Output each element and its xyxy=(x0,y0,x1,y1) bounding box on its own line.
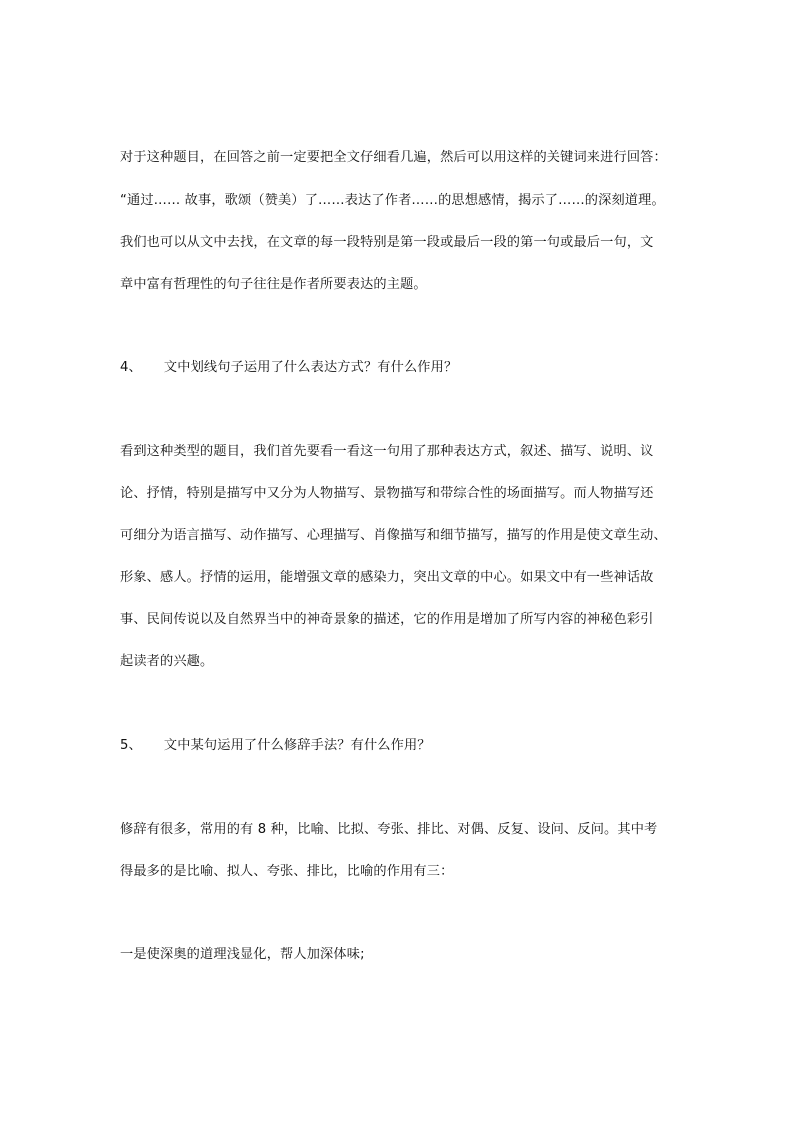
text-line: 一是使深奥的道理浅显化，帮人加深体味; xyxy=(120,947,365,962)
text-line: 形象、感人。抒情的运用，能增强文章的感染力，突出文章的中心。如果文中有一些神话故 xyxy=(120,570,654,585)
text-line: 论、抒情，特别是描写中又分为人物描写、景物描写和带综合性的场面描写。而人物描写还 xyxy=(120,486,654,501)
text-line: 事、民间传说以及自然界当中的神奇景象的描述，它的作用是增加了所写内容的神秘色彩引 xyxy=(120,612,654,627)
text-line: 我们也可以从文中去找，在文章的每一段特别是第一段或最后一段的第一句或最后一句，文 xyxy=(120,235,654,250)
text-line: 看到这种类型的题目，我们首先要看一看这一句用了那种表达方式，叙述、描写、说明、议 xyxy=(120,444,654,459)
text-line: 起读者的兴趣。 xyxy=(120,654,214,669)
text-line: 修辞有很多，常用的有 8 种，比喻、比拟、夸张、排比、对偶、反复、设问、反问。其中考 xyxy=(120,822,658,837)
text-line: 对于这种题目，在回答之前一定要把全文仔细看几遍，然后可以用这样的关键词来进行回答： xyxy=(120,150,667,165)
question-number: 4、 xyxy=(120,360,142,375)
text-line: “通过…… 故事，歌颂（赞美）了……表达了作者……的思想感情，揭示了……的深刻道理。 xyxy=(120,193,665,208)
question-text: 文中划线句子运用了什么表达方式？有什么作用？ xyxy=(163,360,458,375)
text-line: 得最多的是比喻、拟人、夸张、排比，比喻的作用有三： xyxy=(120,864,454,879)
question-text: 文中某句运用了什么修辞手法？有什么作用？ xyxy=(163,738,431,753)
question-5-heading xyxy=(120,737,690,755)
question-number: 5、 xyxy=(120,738,142,753)
question-4-heading xyxy=(120,359,690,377)
text-line: 章中富有哲理性的句子往往是作者所要表达的主题。 xyxy=(120,277,427,292)
text-line: 可细分为语言描写、动作描写、心理描写、肖像描写和细节描写，描写的作用是使文章生动、 xyxy=(120,528,667,543)
